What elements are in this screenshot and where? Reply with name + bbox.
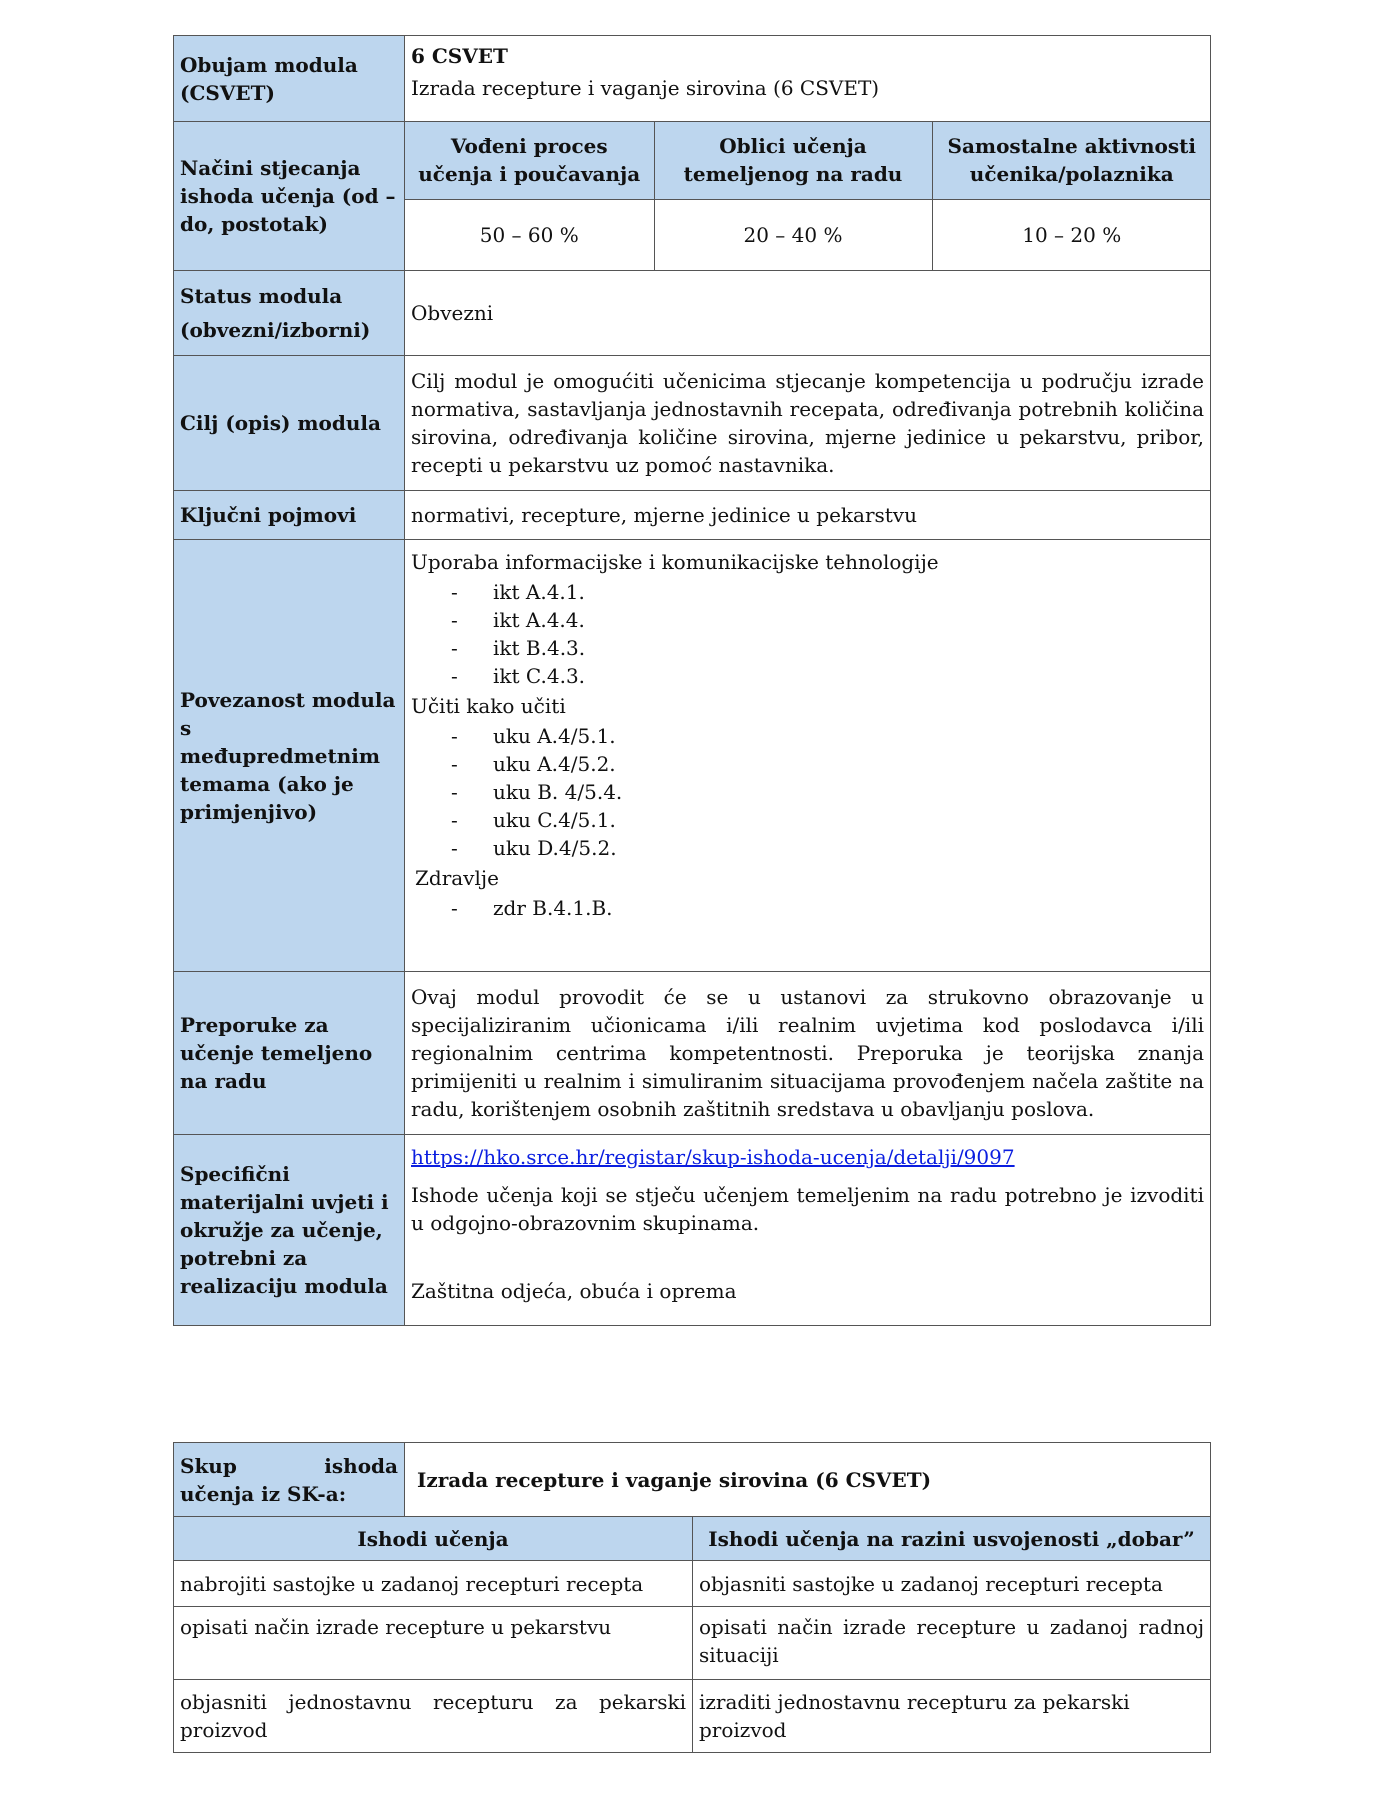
- row-obujam: [174, 36, 1211, 122]
- value-kljucni: normativi, recepture, mjerne jedinice u pekarstvu: [405, 491, 1211, 540]
- value-preporuke: Ovaj modul provodit će se u ustanovi za strukovno obrazovanje u specijaliziranim učionicama i/ili realnim uvjetima kod poslodavca i/ili regionalnim centrima kompetentnosti. Preporuka je teorijska znanja primijeniti u realnim i simuliranim situacijama provođenjem načela zaštite na radu, korištenjem osobnih zaštitnih sredstava u obavljanju poslova.: [405, 972, 1211, 1135]
- outcome-dobar-cell: opisati način izrade recepture u zadanoj radnoj situaciji: [693, 1607, 1211, 1680]
- nacini-header-oblici: Oblici učenja temeljenog na radu: [654, 122, 932, 199]
- list-item: - uku D.4/5.2.: [451, 836, 617, 860]
- list-item: - ikt C.4.3.: [451, 664, 586, 688]
- label-specificni: Specifični materijalni uvjeti i okružje za učenje, potrebni za realizaciju modula: [174, 1135, 405, 1326]
- hko-register-link[interactable]: https://hko.srce.hr/registar/skup-ishoda-ucenja/detalji/9097: [411, 1145, 1015, 1169]
- outcome-dobar-cell: izraditi jednostavnu recepturu za pekarski proizvod: [693, 1680, 1211, 1753]
- label-cilj: Cilj (opis) modula: [174, 356, 405, 491]
- row-kljucni: [174, 491, 1211, 540]
- row-skup: [174, 1443, 1211, 1517]
- nacini-header-samostalne: Samostalne aktivnosti učenika/polaznika: [932, 122, 1211, 199]
- outcome-cell: opisati način izrade recepture u pekarstvu: [174, 1607, 693, 1680]
- list-item: - uku C.4/5.1.: [451, 808, 616, 832]
- nacini-value-vodeni: 50 – 60 %: [405, 199, 654, 270]
- label-skup: Skup ishoda učenja iz SK-a:: [174, 1443, 405, 1517]
- group-uku-title: Učiti kako učiti: [411, 694, 566, 718]
- row-preporuke: [174, 972, 1211, 1135]
- obujam-csvet: 6 CSVET: [411, 44, 508, 68]
- nacini-header-vodeni: Vođeni proces učenja i poučavanja: [405, 122, 654, 199]
- list-item: - ikt B.4.3.: [451, 636, 586, 660]
- header-ishodi-dobar: Ishodi učenja na razini usvojenosti „dobar”: [693, 1517, 1211, 1561]
- specificni-equipment: Zaštitna odjeća, obuća i oprema: [411, 1279, 737, 1303]
- table-row: [174, 1680, 1211, 1753]
- row-specificni: [174, 1135, 1211, 1326]
- group-ikt-title: Uporaba informacijske i komunikacijske tehnologije: [411, 550, 939, 574]
- outcomes-table: [173, 1442, 1211, 1753]
- label-nacini: Načini stjecanja ishoda učenja (od – do, postotak): [174, 122, 405, 271]
- nacini-value-samostalne: 10 – 20 %: [932, 199, 1211, 270]
- outcome-dobar-cell: objasniti sastojke u zadanoj recepturi recepta: [693, 1561, 1211, 1607]
- specificni-text: Ishode učenja koji se stječu učenjem temeljenim na radu potrebno je izvoditi u odgojno-obrazovnim skupinama.: [411, 1183, 1204, 1235]
- value-status: Obvezni: [405, 271, 1211, 356]
- group-ikt-list: [411, 578, 1204, 690]
- value-povezanost: [405, 540, 1211, 972]
- row-status: [174, 271, 1211, 356]
- label-preporuke: Preporuke za učenje temeljeno na radu: [174, 972, 405, 1135]
- group-zdr-list: [411, 894, 1204, 922]
- list-item: - zdr B.4.1.B.: [451, 896, 613, 920]
- list-item: - uku A.4/5.1.: [451, 724, 616, 748]
- label-kljucni: Ključni pojmovi: [174, 491, 405, 540]
- table-row: [174, 1607, 1211, 1680]
- outcome-cell: nabrojiti sastojke u zadanoj recepturi recepta: [174, 1561, 693, 1607]
- row-povezanost: [174, 540, 1211, 972]
- header-ishodi: Ishodi učenja: [174, 1517, 693, 1561]
- value-specificni: [405, 1135, 1211, 1326]
- list-item: - ikt A.4.4.: [451, 608, 585, 632]
- list-item: - uku A.4/5.2.: [451, 752, 616, 776]
- row-cilj: [174, 356, 1211, 491]
- label-povezanost: Povezanost modula s međupredmetnim temama (ako je primjenjivo): [174, 540, 405, 972]
- outcome-cell: objasniti jednostavnu recepturu za pekarski proizvod: [174, 1680, 693, 1753]
- row-outcomes-header: [174, 1517, 1211, 1561]
- value-obujam: [405, 36, 1211, 122]
- list-item: - uku B. 4/5.4.: [451, 780, 623, 804]
- skup-title: Izrada recepture i vaganje sirovina (6 CSVET): [405, 1443, 1211, 1517]
- group-zdr-title: Zdravlje: [415, 866, 499, 890]
- nacini-subtable: [405, 122, 1211, 270]
- obujam-module-name: Izrada recepture i vaganje sirovina (6 CSVET): [411, 76, 880, 100]
- nacini-value-oblici: 20 – 40 %: [654, 199, 932, 270]
- module-table: [173, 35, 1211, 1326]
- row-nacini: [174, 122, 1211, 271]
- label-status: Status modula (obvezni/izborni): [174, 271, 405, 356]
- label-obujam: Obujam modula (CSVET): [174, 36, 405, 122]
- nacini-grid: [405, 122, 1211, 271]
- list-item: - ikt A.4.1.: [451, 580, 585, 604]
- group-uku-list: [411, 722, 1204, 862]
- value-cilj: Cilj modul je omogućiti učenicima stjecanje kompetencija u području izrade normativa, sastavljanja jednostavnih recepata, određivanja potrebnih količina sirovina, određivanja količine sirovina, mjerne jedinice u pekarstvu, pribor, recepti u pekarstvu uz pomoć nastavnika.: [405, 356, 1211, 491]
- table-row: [174, 1561, 1211, 1607]
